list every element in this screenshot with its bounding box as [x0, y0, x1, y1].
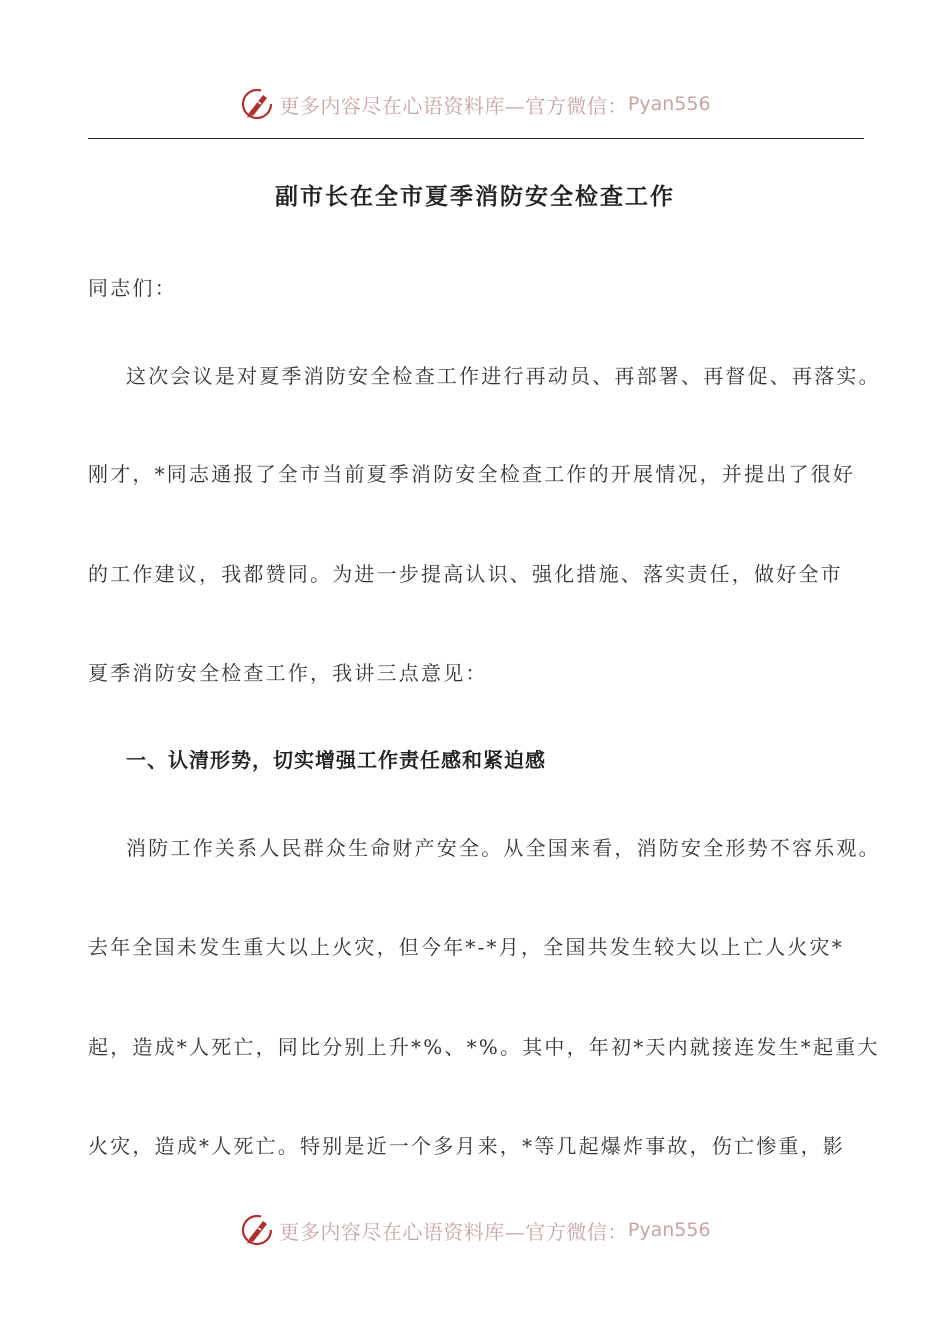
document-title: 副市长在全市夏季消防安全检查工作 [275, 184, 675, 210]
paragraph-line: 起，造成*人死亡，同比分别上升*%、*%。其中，年初*天内就接连发生*起重大 [88, 1035, 880, 1059]
pen-nib-icon [239, 1212, 275, 1248]
header-watermark [0, 84, 950, 124]
salutation: 同志们： [88, 276, 177, 300]
watermark-handle: Pyan556 [627, 93, 711, 115]
paragraph-line: 去年全国未发生重大以上火灾，但今年*-*月，全国共发生较大以上亡人火灾* [88, 935, 844, 959]
paragraph-line: 夏季消防安全检查工作，我讲三点意见： [88, 661, 488, 685]
paragraph-line: 这次会议是对夏季消防安全检查工作进行再动员、再部署、再督促、再落实。 [126, 364, 881, 388]
pen-nib-icon [239, 86, 275, 122]
section-heading: 一、认清形势，切实增强工作责任感和紧迫感 [126, 748, 546, 772]
paragraph-line: 刚才，*同志通报了全市当前夏季消防安全检查工作的开展情况，并提出了很好 [88, 462, 855, 486]
watermark-text: 更多内容尽在心语资料库—官方微信： [279, 93, 628, 118]
paragraph-line: 火灾，造成*人死亡。特别是近一个多月来，*等几起爆炸事故，伤亡惨重，影 [88, 1134, 845, 1158]
paragraph-line: 的工作建议，我都赞同。为进一步提高认识、强化措施、落实责任，做好全市 [88, 562, 843, 586]
header-divider [88, 138, 864, 139]
watermark-handle: Pyan556 [627, 1219, 711, 1241]
footer-watermark [0, 1210, 950, 1250]
paragraph-line: 消防工作关系人民群众生命财产安全。从全国来看，消防安全形势不容乐观。 [126, 836, 881, 860]
watermark-text: 更多内容尽在心语资料库—官方微信： [279, 1219, 628, 1244]
